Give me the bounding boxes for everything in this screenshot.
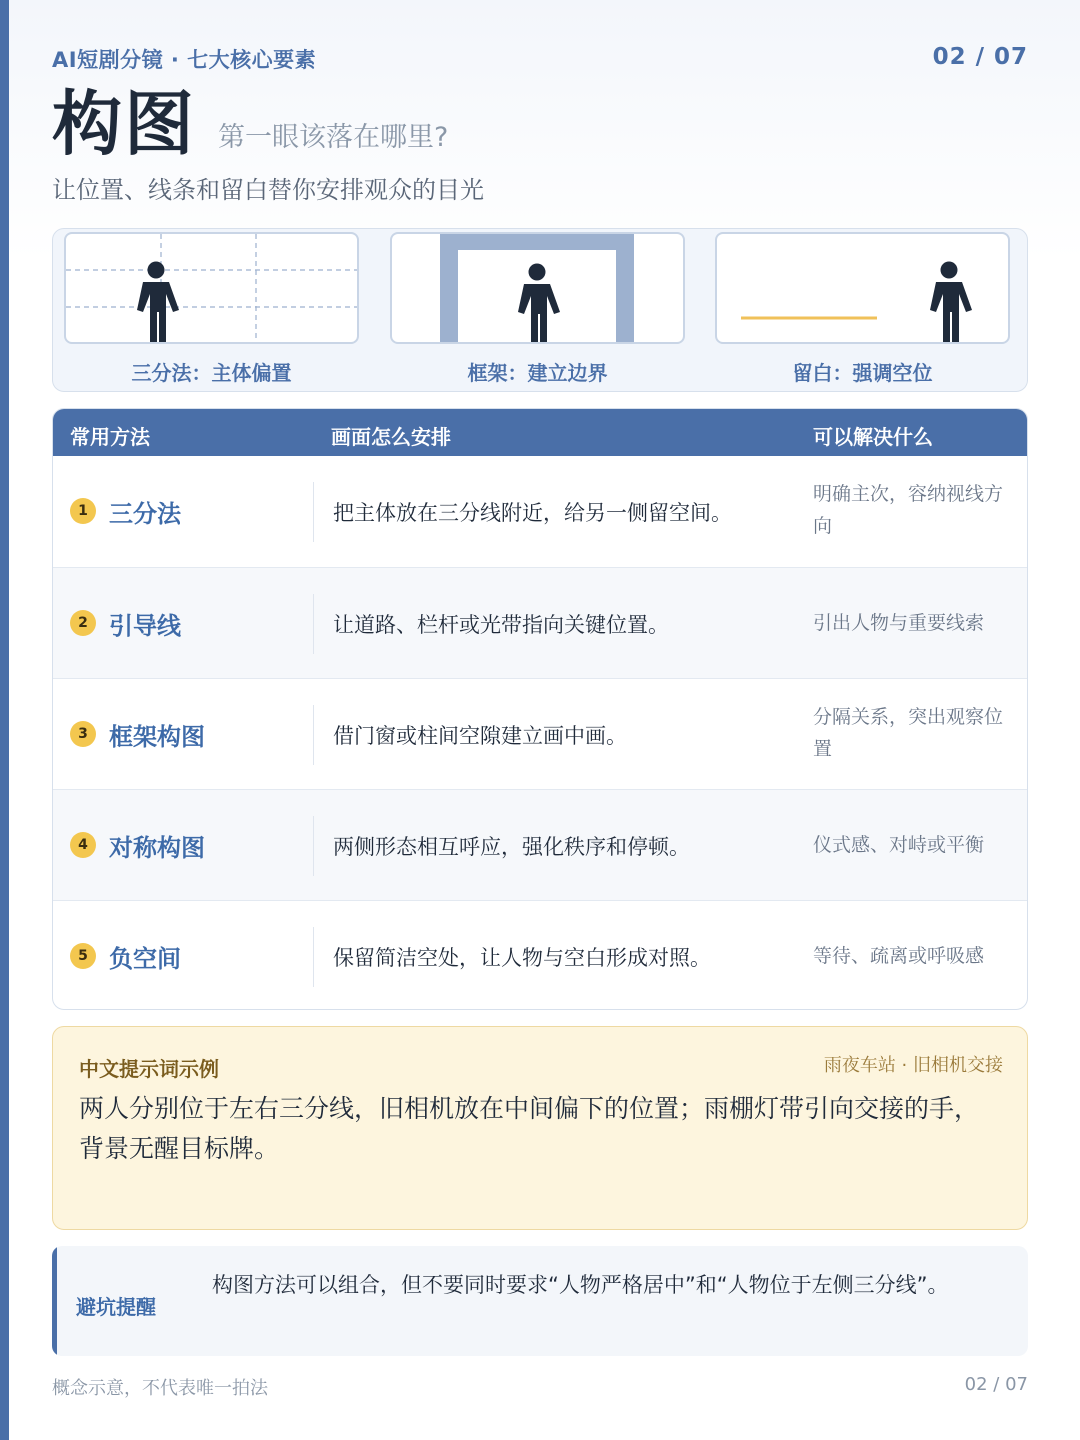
method-name: 引导线 [109,612,181,640]
illustration-panel [52,228,1028,392]
prompt-text: 两人分别位于左右三分线，旧相机放在中间偏下的位置；雨棚灯带引向交接的手，背景无醒目标牌。 [79,1094,980,1163]
prompt-scene-tag: 雨夜车站 · 旧相机交接 [823,1055,1003,1076]
table-row [53,900,1027,1010]
method-arrangement: 借门窗或柱间空隙建立画中画。 [333,724,627,748]
table-row [53,789,1027,900]
page-subtitle: 让位置、线条和留白替你安排观众的目光 [52,176,484,204]
method-name: 负空间 [109,945,181,973]
warning-card [52,1246,1028,1356]
person-icon [518,264,560,345]
footer-page-indicator: 02 / 07 [964,1374,1028,1395]
method-purpose: 明确主次，容纳视线方向 [813,483,1004,537]
illustration-rule-of-thirds [64,232,359,344]
page-title: 构图 [52,83,196,165]
method-name: 对称构图 [109,834,205,862]
column-divider [313,927,314,987]
illustration-label-frame: 框架：建立边界 [467,361,608,385]
series-title: AI短剧分镜 · 七大核心要素 [52,48,317,72]
title-row [52,83,449,165]
illustration-negative-space [715,232,1010,344]
method-name: 三分法 [109,500,181,528]
column-header-solve: 可以解决什么 [813,425,933,449]
method-purpose: 引出人物与重要线索 [813,612,985,634]
illustration-label-negative: 留白：强调空位 [792,361,933,385]
table-row [53,567,1027,678]
method-purpose: 仪式感、对峙或平衡 [813,834,985,856]
warning-label: 避坑提醒 [76,1295,156,1319]
row-number-badge: 2 [70,610,96,636]
row-number-badge: 4 [70,832,96,858]
row-number-badge: 3 [70,721,96,747]
warning-accent-bar [52,1246,57,1356]
column-divider [313,482,314,542]
methods-table [52,408,1028,1010]
method-purpose: 等待、疏离或呼吸感 [813,945,985,967]
column-divider [313,816,314,876]
page-header [52,44,1028,204]
method-arrangement: 把主体放在三分线附近，给另一侧留空间。 [333,501,732,525]
table-row [53,678,1027,789]
method-purpose: 分隔关系，突出观察位置 [813,706,1004,760]
left-accent-bar [0,0,9,1440]
table-row [53,456,1027,567]
illustration-label-thirds: 三分法：主体偏置 [131,361,292,385]
method-name: 框架构图 [109,723,205,751]
column-header-arrange: 画面怎么安排 [331,425,451,449]
prompt-label: 中文提示词示例 [79,1057,219,1081]
column-divider [313,705,314,765]
column-header-method: 常用方法 [70,425,150,449]
person-icon [930,262,972,343]
method-arrangement: 保留简洁空处，让人物与空白形成对照。 [333,946,711,970]
person-icon [137,262,179,343]
row-number-badge: 1 [70,498,96,524]
row-number-badge: 5 [70,943,96,969]
prompt-example-card [52,1026,1028,1230]
method-arrangement: 让道路、栏杆或光带指向关键位置。 [333,613,669,637]
column-divider [313,594,314,654]
method-arrangement: 两侧形态相互呼应，强化秩序和停顿。 [333,835,690,859]
footer-note: 概念示意，不代表唯一拍法 [52,1378,268,1399]
page-indicator: 02 / 07 [932,44,1028,70]
illustration-frame [390,232,685,344]
warning-text: 构图方法可以组合，但不要同时要求“人物严格居中”和“人物位于左侧三分线”。 [212,1273,949,1297]
table-header [53,409,1027,456]
page-question: 第一眼该落在哪里? [218,122,449,153]
